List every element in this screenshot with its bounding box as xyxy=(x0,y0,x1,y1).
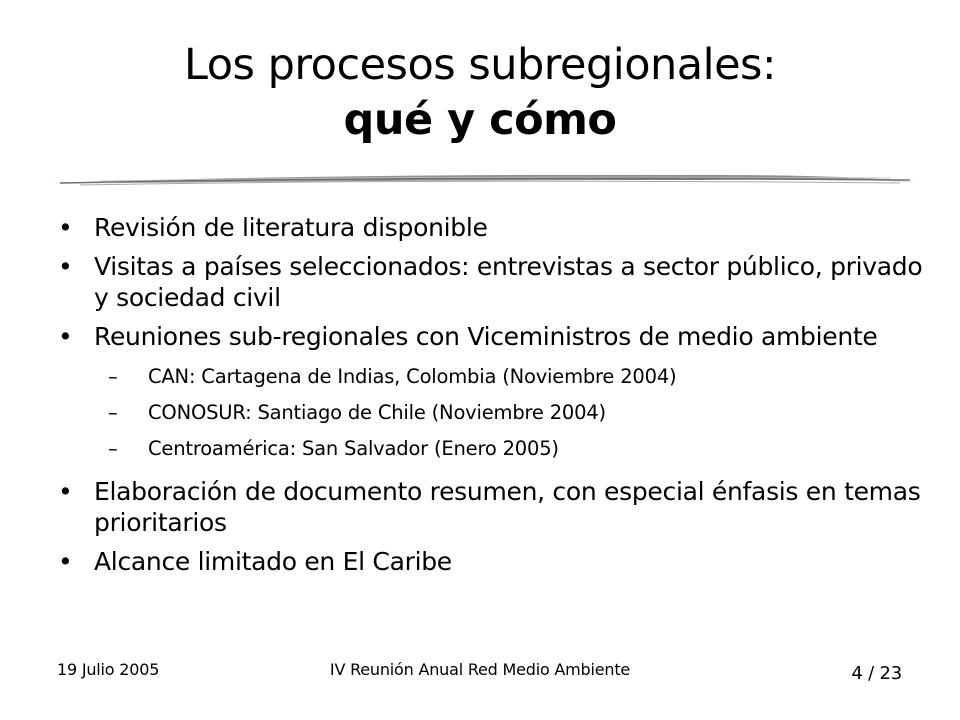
footer-date: 19 Julio 2005 xyxy=(57,660,160,679)
bullet-text: Elaboración de documento resumen, con especial énfasis en temas prioritarios xyxy=(94,477,921,537)
bullet-marker: • xyxy=(58,547,73,576)
bullet-text: Alcance limitado en El Caribe xyxy=(94,547,452,576)
sub-bullet-text: CAN: Cartagena de Indias, Colombia (Noviembre 2004) xyxy=(148,365,677,388)
title-line-2: qué y cómo xyxy=(343,95,617,145)
bullet-marker: • xyxy=(58,322,73,351)
slide-title xyxy=(0,38,960,148)
sub-bullet-text: CONOSUR: Santiago de Chile (Noviembre 2004) xyxy=(148,401,606,424)
bullet-marker: • xyxy=(58,477,73,506)
bullet-text: Revisión de literatura disponible xyxy=(94,213,488,242)
bullet-item xyxy=(58,212,928,243)
sub-bullet-text: Centroamérica: San Salvador (Enero 2005) xyxy=(148,437,559,460)
bullet-marker: • xyxy=(58,213,73,242)
sub-bullet-marker: – xyxy=(108,437,118,460)
bullet-item xyxy=(58,546,928,577)
bullet-list xyxy=(58,212,928,585)
sub-bullet-item xyxy=(58,436,928,462)
sub-bullet-marker: – xyxy=(108,401,118,424)
bullet-text: Reuniones sub-regionales con Viceministros de medio ambiente xyxy=(94,322,878,351)
bullet-item xyxy=(58,321,928,352)
slide-number: 4 / 23 xyxy=(851,663,902,684)
title-line-1: Los procesos subregionales: xyxy=(184,40,776,90)
bullet-text: Visitas a países seleccionados: entrevistas a sector público, privado y sociedad civil xyxy=(94,252,923,312)
bullet-item xyxy=(58,251,928,313)
bullet-marker: • xyxy=(58,252,73,281)
bullet-item xyxy=(58,476,928,538)
title-divider-line xyxy=(40,168,920,194)
sub-bullet-item xyxy=(58,364,928,390)
footer-event: IV Reunión Anual Red Medio Ambiente xyxy=(329,660,631,679)
sub-bullet-marker: – xyxy=(108,365,118,388)
sub-bullet-item xyxy=(58,400,928,426)
sub-bullet-list xyxy=(58,364,928,462)
